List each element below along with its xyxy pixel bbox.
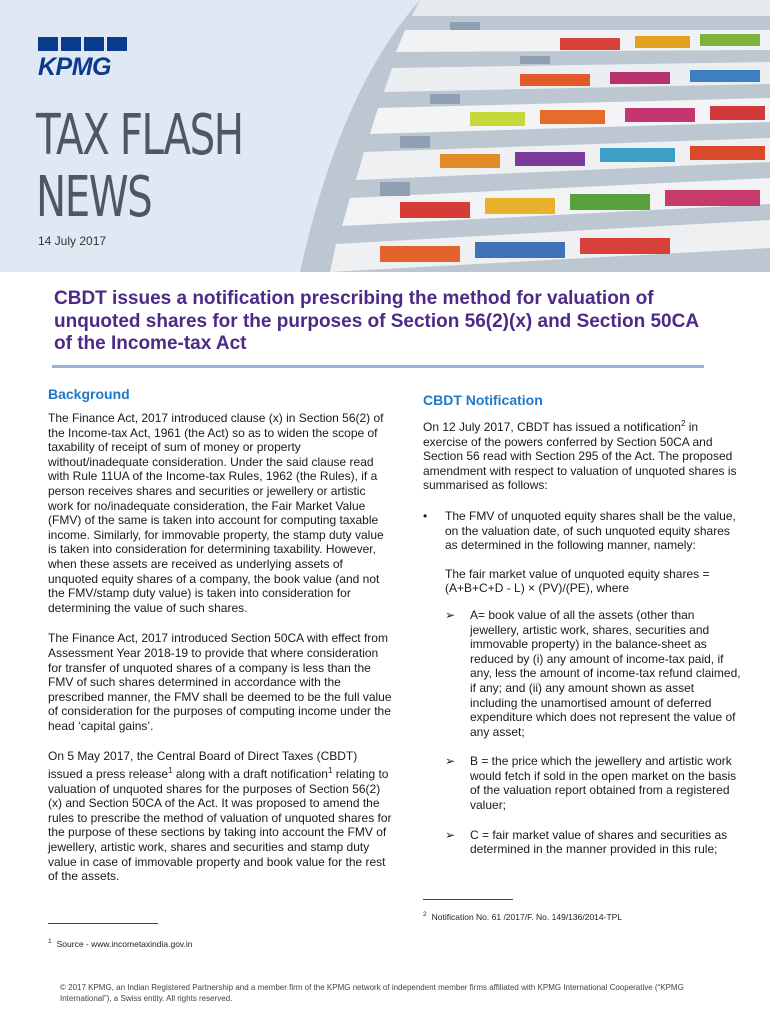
- footnote-ref: 1: [168, 766, 173, 776]
- background-heading: Background: [48, 386, 130, 402]
- logo-blocks: [38, 37, 127, 51]
- footnote-divider-right: [423, 899, 513, 900]
- background-paragraph-3: On 5 May 2017, the Central Board of Direct Taxes (CBDT) issued a press release$^1$ along with a draft notification$^1$ relating to valuation of unquoted shares for the purposes of Section 56(2)(x) and Section 50CA of the Act. It was proposed to amend the rules to prescribe the method of valuation of unquoted shares for the purpose of these sections by taking into account the FMV of jewellery, artistic work, shares and securities and stamp duty value in case of immovable property and book value for the rest of the assets.: [48, 749, 392, 884]
- definition-b: B = the price which the jewellery and artistic work would fetch if sold in the open market on the basis of the valuation report obtained from a registered valuer;: [470, 754, 737, 813]
- masthead-tax-flash: TAX FLASH: [36, 103, 243, 168]
- header-banner: [0, 0, 770, 272]
- kpmg-logo: KPMG: [38, 53, 111, 81]
- footnote-1: $^1$ Source - www.incometaxindia.gov.in: [48, 938, 193, 949]
- definition-a: A= book value of all the assets (other than jewellery, artistic work, shares, securities and immovable property) in the balance-sheet as reduced by (i) any amount of income-tax paid, if any, less the amount of income-tax refund claimed, if any; and (ii) any amount shown as asset including the unamortised amount of deferred expenditure which does not represent the value of any asset;: [470, 607, 741, 739]
- title-divider: [52, 365, 704, 368]
- list-item: [445, 754, 743, 812]
- definition-c: C = fair market value of shares and securities as determined in the manner provided in this rule;: [470, 827, 728, 857]
- list-item: [423, 509, 743, 553]
- right-column: [423, 392, 743, 872]
- list-item: [445, 828, 743, 857]
- masthead-news: NEWS: [36, 165, 152, 230]
- arrow-bullet-icon: ➢: [445, 607, 456, 622]
- background-paragraph-1: The Finance Act, 2017 introduced clause (x) in Section 56(2) of the Income-tax Act, 1961 (the Act) so as to widen the scope of taxability of receipt of sum of money or property without/inadequate consideration. Under the said clause read with Rule 11UA of the Income-tax Rules, 1962 (the Rules), if a person receives shares and securities or jewellery or artistic work for no/inadequate consideration, the Fair Market Value (FMV) of the same is taken into account for computing taxable income. Similarly, for immovable property, the stamp duty value is taken into consideration for determining taxability. However, when these assets are received as underlying assets of unquoted equity shares of a company, the book value (and not the FMV/stamp duty value) is taken into consideration for determining the value of such shares.: [48, 411, 384, 615]
- notification-intro: On 12 July 2017, CBDT has issued a notification$^2$ in exercise of the powers conferred by Section 50CA and Section 56 read with Section 295 of the Act. The proposed amendment with respect to valuation of unquoted shares is summarised as follows:: [423, 419, 737, 493]
- arrow-bullet-icon: ➢: [445, 754, 456, 769]
- fmv-formula: The fair market value of unquoted equity shares = (A+B+C+D - L) × (PV)/(PE), where: [445, 566, 710, 596]
- footnote-ref: 1: [327, 766, 333, 776]
- bullet-icon: •: [423, 508, 428, 523]
- footnote-2: $^2$ Notification No. 61 /2017/F. No. 149/136/2014-TPL: [423, 911, 623, 922]
- background-paragraph-2: The Finance Act, 2017 introduced Section 50CA with effect from Assessment Year 2018-19 to provide that where consideration for transfer of unquoted shares of a company is less than the FMV of such shares determined in accordance with the prescribed manner, the FMV shall be deemed to be the full value of consideration for the purposes of computing income under the head ‘capital gains’.: [48, 631, 392, 733]
- footnote-ref: 2: [680, 419, 686, 428]
- left-column: [48, 386, 393, 900]
- issue-date: 14 July 2017: [38, 234, 107, 248]
- copyright-footer: © 2017 KPMG, an Indian Registered Partnership and a member firm of the KPMG network of independent member firms affiliated with KPMG International Cooperative (“KPMG International”), a Swiss entity. All rights reserved.: [60, 983, 684, 1003]
- article-title: CBDT issues a notification prescribing the method for valuation of unquoted shares for the purposes of Section 56(2)(x) and Section 50CA of the Income-tax Act: [54, 288, 699, 354]
- arrow-bullet-icon: ➢: [445, 827, 456, 842]
- cbdt-notification-heading: CBDT Notification: [423, 392, 543, 408]
- fmv-bullet: The FMV of unquoted equity shares shall be the value, on the valuation date, of such unquoted equity shares as determined in the following manner, namely:: [445, 508, 736, 553]
- footnote-divider-left: [48, 923, 158, 924]
- list-item: [445, 608, 743, 739]
